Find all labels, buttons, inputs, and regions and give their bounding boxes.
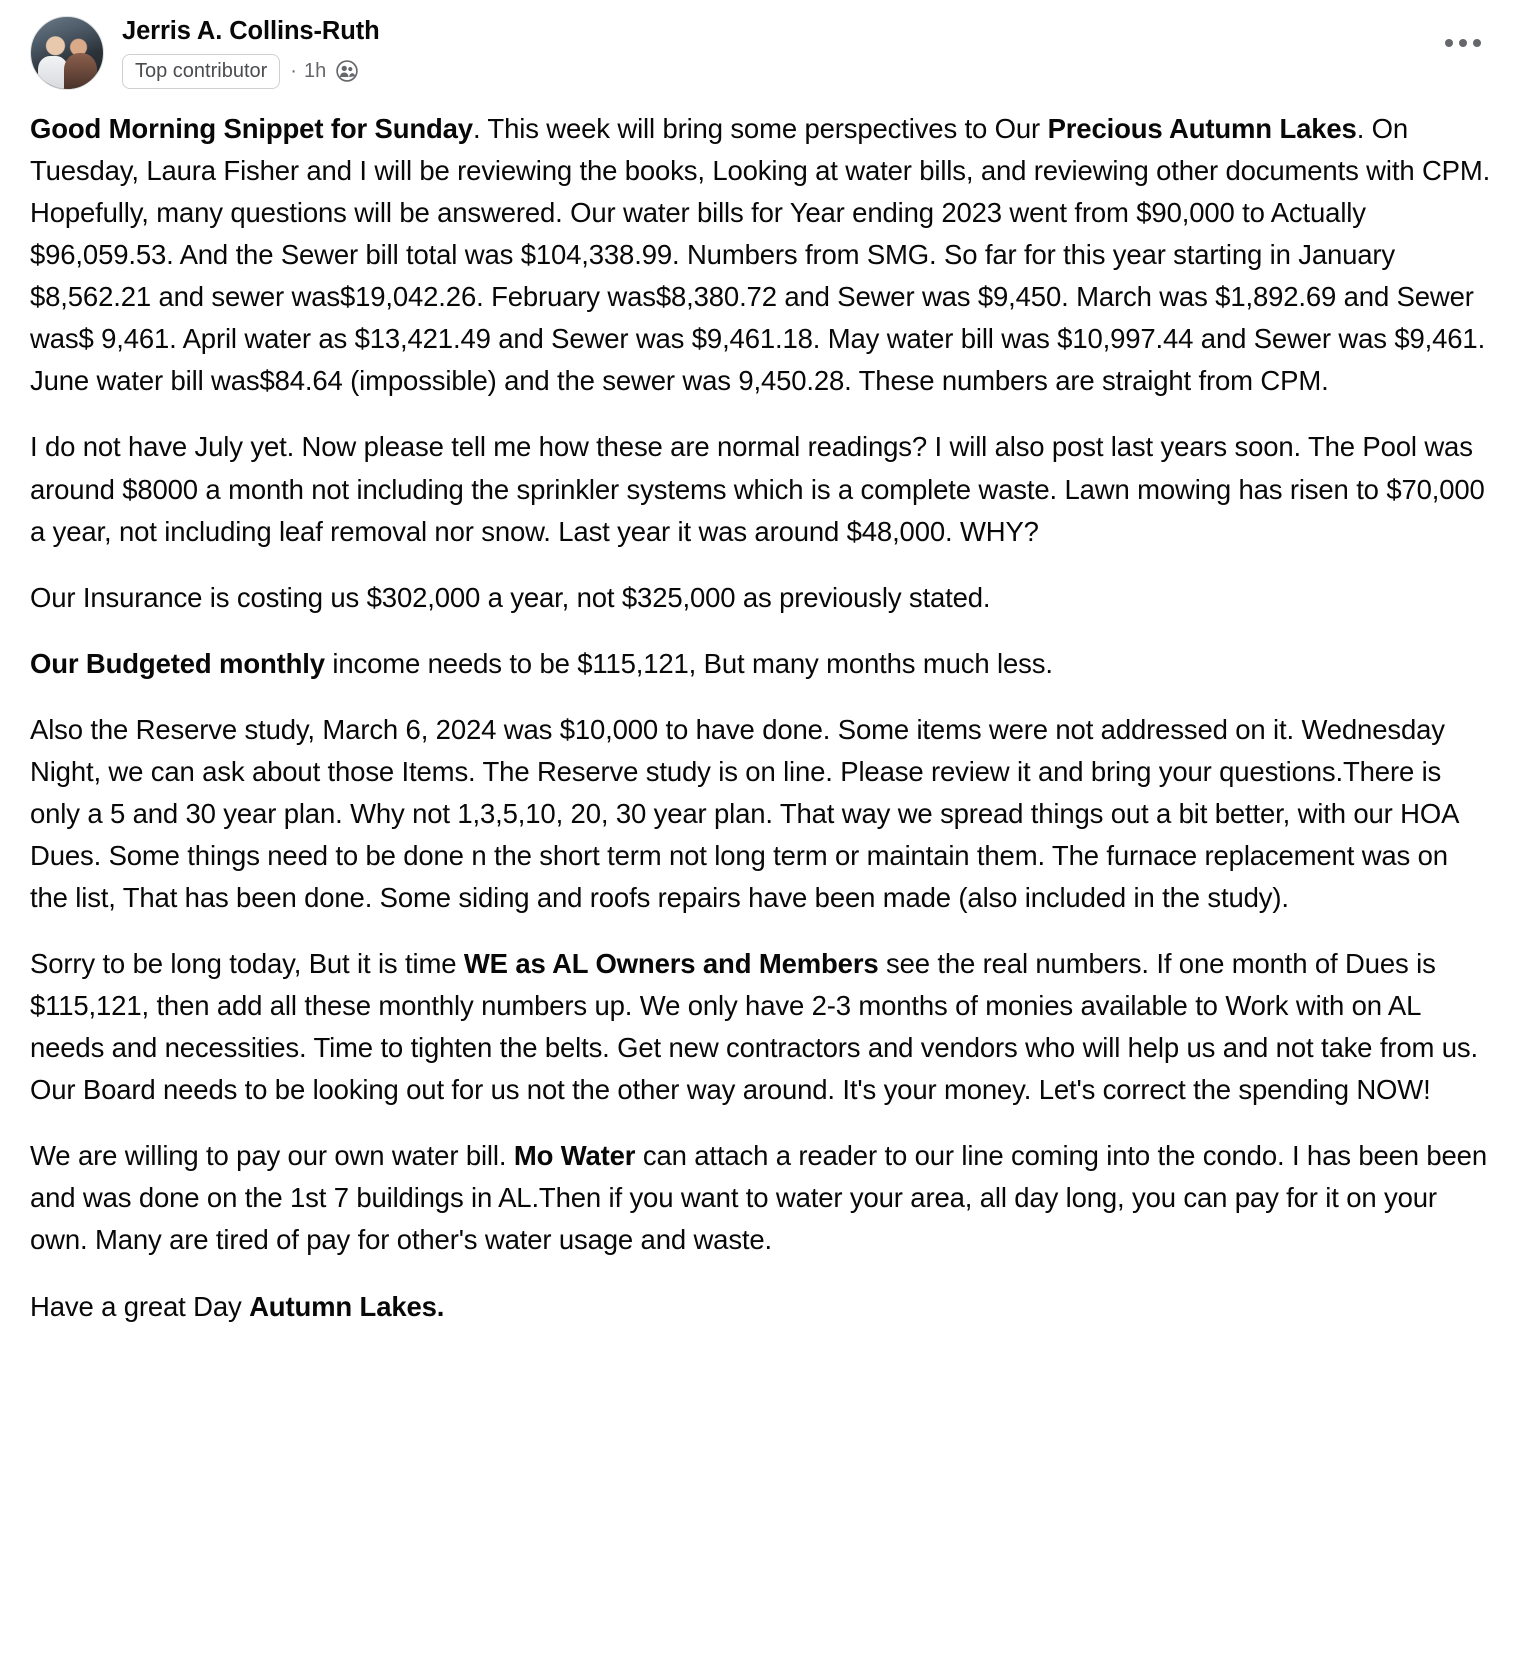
- post-text-bold: Precious Autumn Lakes: [1047, 113, 1357, 144]
- post-text-bold: Our Budgeted monthly: [30, 647, 325, 679]
- post-author-name[interactable]: Jerris A. Collins-Ruth: [122, 17, 380, 45]
- post-text: Also the Reserve study, March 6, 2024 was $10,000 to have done. Some items were not addressed on it. Wednesday Night, we can ask about those Items. The Reserve study is on line. Please review it and bring your questions.There is only a 5 and 30 year plan. Why not 1,3,5,10, 20, 30 year plan. That way we spread things out a bit better, with our HOA Dues. Some things need to be done n the short term not long term or maintain them. The furnace replacement was on the list, That has been done. Some siding and roofs repairs have been made (also included in the study).: [30, 713, 1458, 913]
- post-meta-row: [122, 54, 380, 89]
- post-text: . On Tuesday, Laura Fisher and I will be reviewing the books, Looking at water bills, and reviewing other documents with CPM. Hopefully, many questions will be answered. Our water bills for Year ending 2023 went from $90,000 to Actually $96,059.53. And the Sewer bill total was $104,338.99. Numbers from SMG. So far for this year starting in January $8,562.21 and sewer was$19,042.26. February was$8,380.72 and Sewer was $9,450. March was $1,892.69 and Sewer was$ 9,461. April water as $13,421.49 and Sewer was $9,461.18. May water bill was $10,997.44 and Sewer was $9,461. June water bill was$84.64 (impossible) and the sewer was 9,450.28. These numbers are straight from CPM.: [30, 113, 1491, 397]
- meta-separator: ·: [290, 59, 297, 82]
- more-options-icon[interactable]: [1436, 26, 1490, 60]
- post-text: Have a great Day: [30, 1290, 250, 1322]
- post-text: can attach a reader to our line coming into the condo. I has been been and was done on the 1st 7 buildings in AL.Then if you want to water your area, all day long, you can pay for it on your own. Many are tired of pay for other's water usage and waste.: [30, 1140, 1487, 1256]
- post-text-bold: Good Morning Snippet for Sunday: [30, 113, 473, 144]
- post-text-bold: Autumn Lakes.: [249, 1290, 445, 1322]
- dot-3: [1473, 39, 1481, 47]
- post-text: see the real numbers. If one month of Dues is $115,121, then add all these monthly numbers up. We only have 2-3 months of monies available to Work with on AL needs and necessities. Time to tighten the belts. Get new contractors and vendors who will help us and not take from us. Our Board needs to be looking out for us not the other way around. It's your money. Let's correct the spending NOW!: [30, 948, 1478, 1106]
- dot-2: [1459, 39, 1467, 47]
- post-footer-spacer: [30, 1328, 1492, 1368]
- avatar[interactable]: [30, 16, 104, 90]
- post-paragraph: [30, 1286, 1492, 1328]
- post-paragraph: [30, 108, 1492, 402]
- friends-audience-icon[interactable]: [336, 60, 358, 82]
- post-paragraph: [30, 709, 1492, 919]
- post-paragraph: [30, 577, 1492, 619]
- post-text: We are willing to pay our own water bill.: [30, 1140, 514, 1172]
- top-contributor-badge[interactable]: Top contributor: [122, 54, 280, 89]
- post-timestamp[interactable]: 1h: [303, 59, 327, 82]
- dot-1: [1445, 39, 1453, 47]
- post-text: . This week will bring some perspectives to Our: [472, 113, 1048, 144]
- post-header-text: [122, 14, 380, 89]
- post-paragraph: [30, 1135, 1492, 1261]
- post-text-bold: Mo Water: [513, 1140, 636, 1172]
- post-header: [30, 10, 1492, 96]
- post-text: I do not have July yet. Now please tell me how these are normal readings? I will also post last years soon. The Pool was around $8000 a month not including the sprinkler systems which is a complete waste. Lawn mowing has risen to $70,000 a year, not including leaf removal nor snow. Last year it was around $48,000. WHY?: [30, 431, 1485, 547]
- post-text: income needs to be $115,121, But many months much less.: [324, 647, 1053, 679]
- post-text: Our Insurance is costing us $302,000 a year, not $325,000 as previously stated.: [30, 581, 991, 613]
- post-text: Sorry to be long today, But it is time: [30, 948, 464, 980]
- post-text-bold: WE as AL Owners and Members: [463, 948, 879, 980]
- post-paragraph: [30, 643, 1492, 685]
- post-paragraph: [30, 426, 1492, 552]
- post-paragraph: [30, 943, 1492, 1111]
- post-body: [30, 96, 1492, 1328]
